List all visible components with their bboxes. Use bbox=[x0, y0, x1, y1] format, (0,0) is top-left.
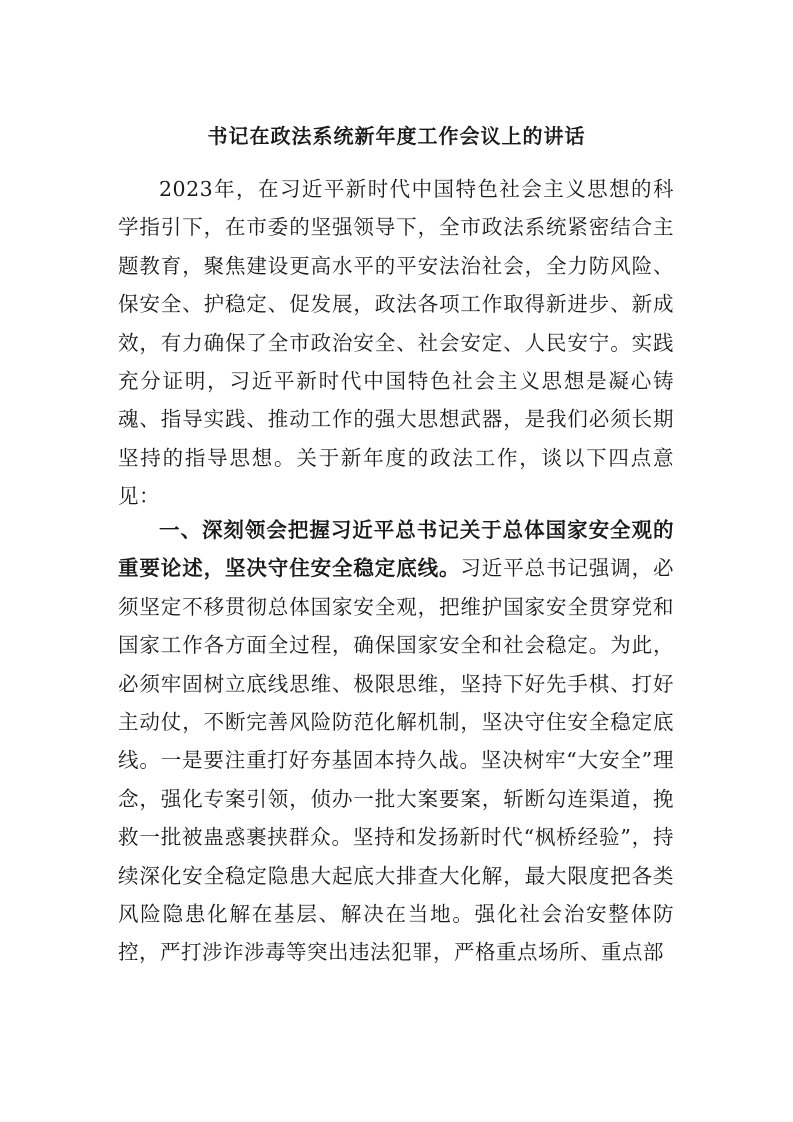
document-title: 书记在政法系统新年度工作会议上的讲话 bbox=[207, 124, 586, 148]
section-one-text: 习近平总书记强调，必须坚定不移贯彻总体国家安全观，把维护国家安全贯穿党和国家工作各方面全过程，确保国家安全和社会稳定。为此，必须牢固树立底线思维、极限思维，坚持下好先手棋、打好主动仗，不断完善风险防范化解机制，坚决守住安全稳定底线。一是要注重打好夯基固本持久战。坚决树牢“大安全”理念，强化专案引领，侦办一批大案要案，斩断勾连渠道，挽救一批被蛊惑裹挟群众。坚持和发扬新时代“枫桥经验”，持续深化安全稳定隐患大起底大排查大化解，最大限度把各类风险隐患化解在基层、解决在当地。强化社会治安整体防控，严打涉诈涉毒等突出违法犯罪，严格重点场所、重点部 bbox=[118, 556, 675, 965]
paragraph-intro bbox=[118, 170, 674, 516]
paragraph-section-one bbox=[118, 511, 674, 972]
section-one-heading: 一、深刻领会把握习近平总书记关于总体国家安全观的重要论述，坚决守住安全稳定底线。 bbox=[118, 518, 674, 581]
paragraph-intro-text: 2023年，在习近平新时代中国特色社会主义思想的科学指引下，在市委的坚强领导下，全市政法系统紧密结合主题教育，聚焦建设更高水平的平安法治社会，全力防风险、保安全、护稳定、促发展，政法各项工作取得新进步、新成效，有力确保了全市政治安全、社会安定、人民安宁。实践充分证明，习近平新时代中国特色社会主义思想是凝心铸魂、指导实践、推动工作的强大思想武器，是我们必须长期坚持的指导思想。关于新年度的政法工作，谈以下四点意见： bbox=[118, 177, 674, 509]
